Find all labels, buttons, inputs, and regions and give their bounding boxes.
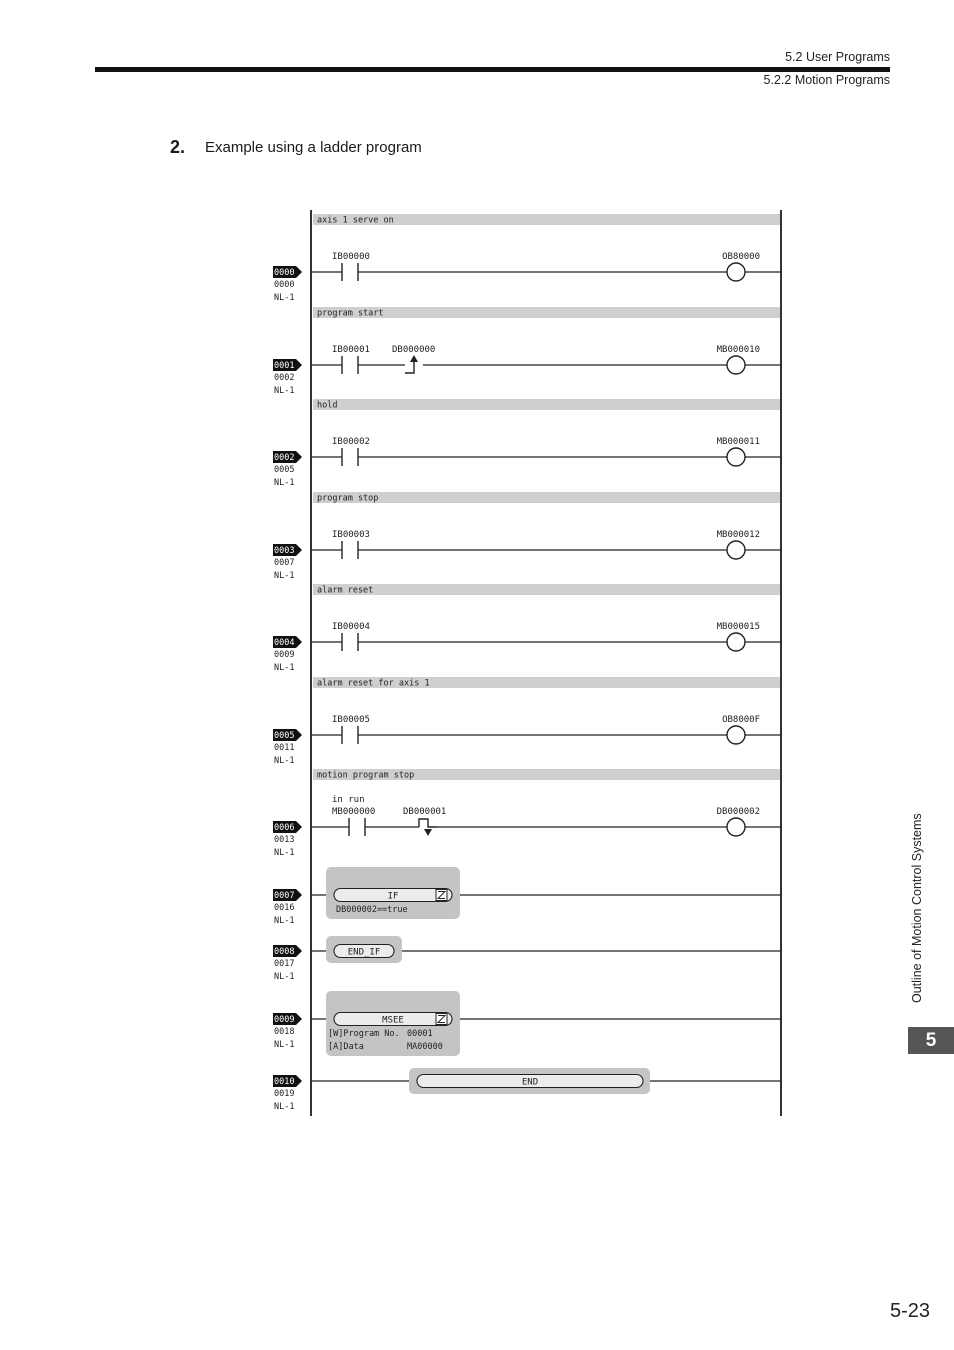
rung-id: 0003 xyxy=(274,546,295,556)
rung-step: 0018 xyxy=(274,1027,295,1037)
if-instruction-label: IF xyxy=(387,891,399,902)
rung-nl-label: NL-1 xyxy=(274,1102,295,1112)
coil-address: OB80000 xyxy=(722,252,760,262)
falling-edge-icon xyxy=(419,819,437,827)
rung-nl-label: NL-1 xyxy=(274,478,295,488)
coil-address: MB000010 xyxy=(716,345,760,355)
coil-db000002 xyxy=(727,818,745,836)
rung-step: 0007 xyxy=(274,558,295,568)
rung-nl-label: NL-1 xyxy=(274,756,295,766)
rung-comment: program start xyxy=(317,308,384,319)
coil-mb000012 xyxy=(727,541,745,559)
rung-id: 0006 xyxy=(274,823,295,833)
header-subsection: 5.2.2 Motion Programs xyxy=(763,73,890,87)
header-section: 5.2 User Programs xyxy=(785,50,890,64)
rung-comment: hold xyxy=(317,400,338,411)
coil-address: MB000015 xyxy=(716,622,760,632)
rung-id: 0008 xyxy=(274,947,295,957)
rung-nl-label: NL-1 xyxy=(274,972,295,982)
rung-step: 0009 xyxy=(274,650,295,660)
contact-address: IB00004 xyxy=(332,622,370,632)
rung-comment-bar xyxy=(313,492,780,503)
rung-comment: alarm reset for axis 1 xyxy=(317,678,430,689)
contact-address: IB00003 xyxy=(332,530,370,540)
contact-address: IB00002 xyxy=(332,437,370,447)
msee-param-data-value: MA00000 xyxy=(407,1042,443,1052)
end-instruction-label: END xyxy=(521,1077,539,1088)
msee-param-program-label: [W]Program No. xyxy=(328,1029,400,1039)
rung-comment-bar xyxy=(313,584,780,595)
rung-nl-label: NL-1 xyxy=(274,1040,295,1050)
rung-id: 0007 xyxy=(274,891,295,901)
contact-comment: in run xyxy=(332,795,365,805)
rung-nl-label: NL-1 xyxy=(274,848,295,858)
coil-mb000011 xyxy=(727,448,745,466)
step-title: Example using a ladder program xyxy=(205,139,422,156)
msee-param-data-label: [A]Data xyxy=(328,1042,364,1052)
end-if-instruction-label: END_IF xyxy=(347,947,381,958)
rising-edge-arrow xyxy=(410,355,418,362)
rung-step: 0000 xyxy=(274,280,295,290)
rung-id: 0000 xyxy=(274,268,295,278)
rung-comment: program stop xyxy=(317,493,379,504)
coil-address: DB000002 xyxy=(716,807,760,817)
rung-id: 0009 xyxy=(274,1015,295,1025)
contact-address: IB00001 xyxy=(332,345,370,355)
contact-address: MB000000 xyxy=(332,807,376,817)
rung-comment-bar xyxy=(313,399,780,410)
rung-step: 0005 xyxy=(274,465,295,475)
rung-step: 0013 xyxy=(274,835,295,845)
coil-ob8000f xyxy=(727,726,745,744)
chapter-tab: 5 xyxy=(908,1027,954,1054)
rung-nl-label: NL-1 xyxy=(274,293,295,303)
page-number: 5-23 xyxy=(889,1300,930,1322)
coil-mb000015 xyxy=(727,633,745,651)
coil-mb000010 xyxy=(727,356,745,374)
rung-comment: axis 1 serve on xyxy=(317,215,394,226)
chapter-side-title: Outline of Motion Control Systems xyxy=(910,813,924,1003)
contact-address: DB000001 xyxy=(403,807,447,817)
msee-param-program-value: 00001 xyxy=(407,1029,433,1039)
contact-address: IB00000 xyxy=(332,252,370,262)
step-number: 2. xyxy=(170,137,186,157)
rung-nl-label: NL-1 xyxy=(274,663,295,673)
rung-comment: motion program stop xyxy=(317,770,415,781)
coil-ob80000 xyxy=(727,263,745,281)
rung-nl-label: NL-1 xyxy=(274,571,295,581)
rung-step: 0019 xyxy=(274,1089,295,1099)
rung-nl-label: NL-1 xyxy=(274,386,295,396)
coil-address: MB000012 xyxy=(716,530,760,540)
coil-address: OB8000F xyxy=(722,715,760,725)
falling-edge-arrow xyxy=(424,829,432,836)
rung-id: 0001 xyxy=(274,361,295,371)
rung-id: 0010 xyxy=(274,1077,295,1087)
rung-step: 0002 xyxy=(274,373,295,383)
rung-id: 0002 xyxy=(274,453,295,463)
rung-id: 0005 xyxy=(274,731,295,741)
coil-address: MB000011 xyxy=(716,437,760,447)
rung-comment: alarm reset xyxy=(317,585,374,596)
contact-address: DB000000 xyxy=(392,345,436,355)
rung-step: 0016 xyxy=(274,903,295,913)
if-condition: DB000002==true xyxy=(336,905,408,915)
rung-step: 0017 xyxy=(274,959,295,969)
rung-id: 0004 xyxy=(274,638,295,648)
rung-step: 0011 xyxy=(274,743,295,753)
rung-nl-label: NL-1 xyxy=(274,916,295,926)
msee-instruction-label: MSEE xyxy=(382,1015,404,1026)
contact-address: IB00005 xyxy=(332,715,370,725)
